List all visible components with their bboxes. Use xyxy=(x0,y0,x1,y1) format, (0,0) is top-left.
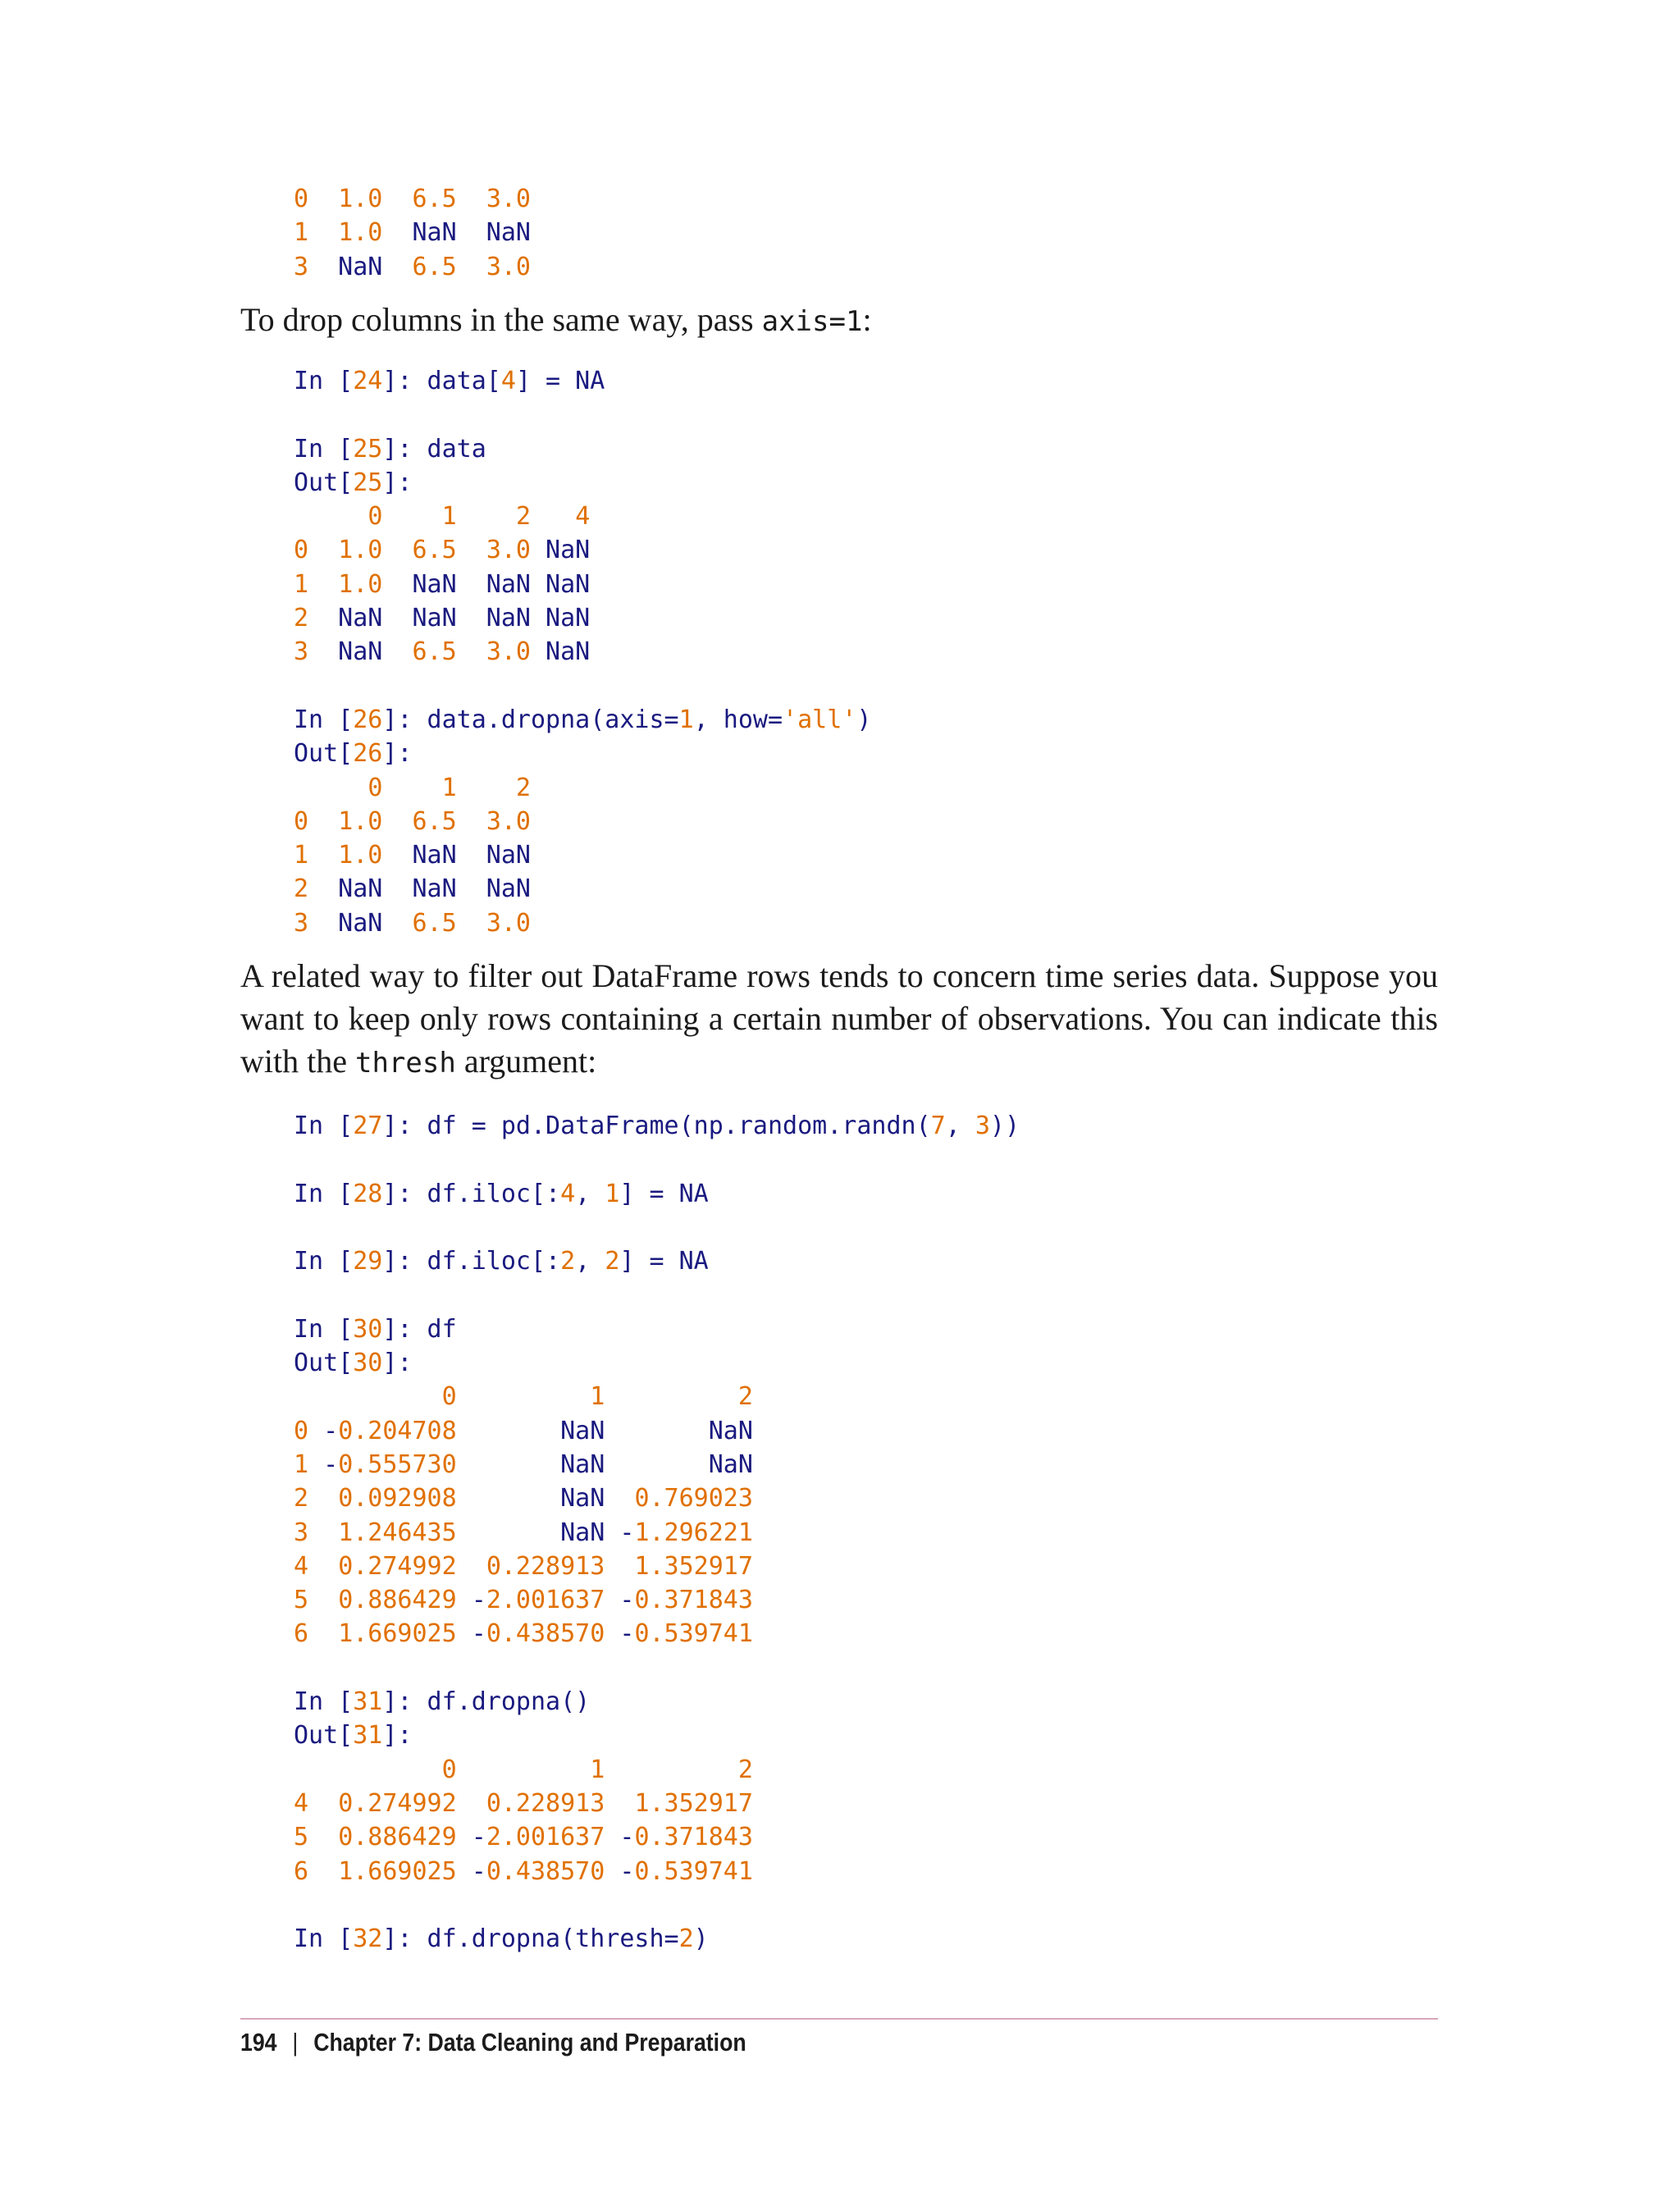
code-line: Out[26]: xyxy=(294,739,413,769)
code-line: Out[30]: xyxy=(294,1349,413,1378)
code-line: 6 1.669025 -0.438570 -0.539741 xyxy=(294,1619,753,1649)
code-line: 3 NaN 6.5 3.0 xyxy=(294,252,531,281)
code-line: 0 -0.204708 NaN NaN xyxy=(294,1416,753,1445)
page-number: 194 xyxy=(240,2028,277,2057)
chapter-title: Chapter 7: Data Cleaning and Preparation xyxy=(313,2028,746,2057)
code-line: 5 0.886429 -2.001637 -0.371843 xyxy=(294,1823,753,1852)
code-block-df-dropna xyxy=(294,1109,1020,1956)
code-line: In [30]: df xyxy=(294,1314,457,1344)
page-footer xyxy=(240,2028,746,2057)
paragraph-text: argument: xyxy=(455,1043,597,1080)
code-line xyxy=(294,669,871,703)
footer-rule xyxy=(240,2018,1438,2020)
footer-separator: | xyxy=(292,2028,299,2057)
code-line xyxy=(294,1278,1020,1312)
code-line: 0 1 2 4 xyxy=(368,502,591,532)
code-line: 4 0.274992 0.228913 1.352917 xyxy=(294,1788,753,1818)
code-line: In [25]: data xyxy=(294,434,486,463)
code-line: 1 1.0 NaN NaN xyxy=(294,218,531,248)
code-line: In [28]: df.iloc[:4, 1] = NA xyxy=(294,1179,709,1208)
inline-code-thresh: thresh xyxy=(354,1047,456,1080)
code-line xyxy=(294,1143,1020,1176)
code-line xyxy=(294,398,871,431)
code-line xyxy=(294,1651,1020,1685)
paragraph-thresh xyxy=(240,955,1438,1084)
paragraph-text: A related way to filter out DataFrame rows tends to concern time series data. Suppose you want to keep only rows containing a certain number of observations. You can indicate this with the xyxy=(240,957,1438,1080)
code-line: In [26]: data.dropna(axis=1, how='all') xyxy=(294,705,872,734)
code-line: In [32]: df.dropna(thresh=2) xyxy=(294,1924,709,1954)
code-line: 6 1.669025 -0.438570 -0.539741 xyxy=(294,1856,753,1886)
code-line: 3 NaN 6.5 3.0 NaN xyxy=(294,637,591,667)
code-line: 3 NaN 6.5 3.0 xyxy=(294,908,531,938)
code-line: 2 NaN NaN NaN NaN xyxy=(294,604,591,633)
code-line: 0 1.0 6.5 3.0 xyxy=(294,185,531,213)
code-line: In [29]: df.iloc[:2, 2] = NA xyxy=(294,1247,709,1276)
code-line: 0 1 2 xyxy=(441,1382,753,1412)
code-line: 2 0.092908 NaN 0.769023 xyxy=(294,1484,753,1513)
code-line: 0 1.0 6.5 3.0 xyxy=(294,806,531,836)
code-line: In [27]: df = pd.DataFrame(np.random.randn(7, 3)) xyxy=(294,1112,1020,1140)
code-line: 3 1.246435 NaN -1.296221 xyxy=(294,1518,753,1547)
code-line: 1 1.0 NaN NaN xyxy=(294,841,531,870)
paragraph-drop-columns xyxy=(240,299,1438,343)
code-line: 1 1.0 NaN NaN NaN xyxy=(294,569,591,599)
code-line: 5 0.886429 -2.001637 -0.371843 xyxy=(294,1586,753,1615)
code-block-data-dropna xyxy=(294,364,871,940)
code-line: 1 -0.555730 NaN NaN xyxy=(294,1449,753,1479)
code-line: 0 1 2 xyxy=(368,773,531,802)
code-line xyxy=(294,1211,1020,1244)
inline-code-axis: axis=1 xyxy=(761,305,863,338)
code-line: Out[31]: xyxy=(294,1721,413,1751)
code-line xyxy=(294,1888,1020,1922)
paragraph-text: : xyxy=(862,301,872,338)
code-line: 4 0.274992 0.228913 1.352917 xyxy=(294,1551,753,1581)
code-line: 0 1.0 6.5 3.0 NaN xyxy=(294,536,591,565)
code-line: 0 1 2 xyxy=(441,1755,753,1784)
code-line: 2 NaN NaN NaN xyxy=(294,874,531,904)
paragraph-text: To drop columns in the same way, pass xyxy=(240,301,762,338)
code-line: In [24]: data[4] = NA xyxy=(294,367,605,395)
code-block-top xyxy=(294,182,531,284)
code-line: Out[25]: xyxy=(294,468,413,497)
code-line: In [31]: df.dropna() xyxy=(294,1687,591,1717)
